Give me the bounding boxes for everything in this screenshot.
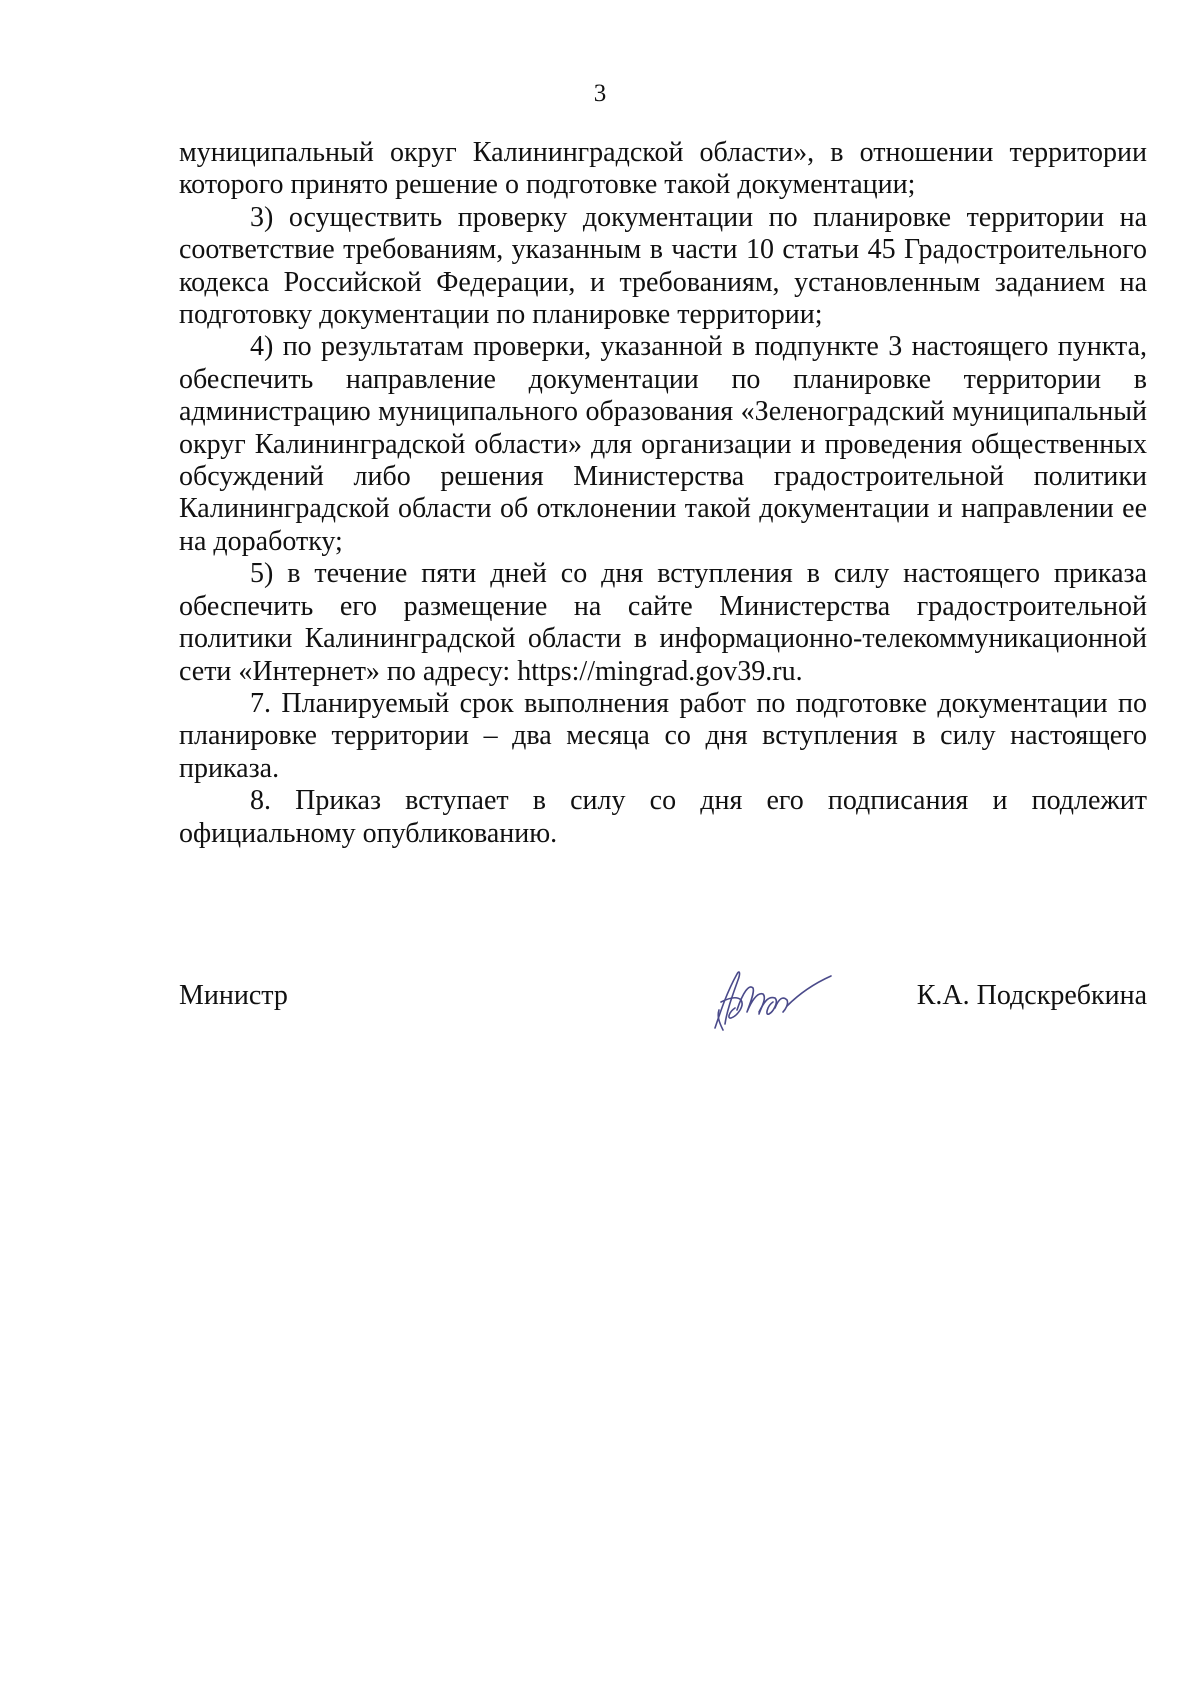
paragraph-item-7: 7. Планируемый срок выполнения работ по подготовке документации по планировке территории – два месяца со дня вступления в силу настоящего приказа. — [179, 687, 1147, 784]
paragraph-item-5: 5) в течение пяти дней со дня вступления в силу настоящего приказа обеспечить его размещение на сайте Министерства градостроительной политики Калининградской области в информационно-телекоммуникационной сети «Интернет» по адресу: https://mingrad.gov39.ru. — [179, 558, 1147, 687]
document-body — [179, 137, 1147, 850]
signatory-name: К.А. Подскребкина — [916, 980, 1147, 1011]
handwritten-signature — [707, 962, 837, 1034]
signature-block — [179, 978, 1147, 1038]
page-number: 3 — [593, 80, 607, 107]
paragraph-item-8: 8. Приказ вступает в силу со дня его подписания и подлежит официальному опубликованию. — [179, 785, 1147, 849]
signatory-title: Министр — [179, 980, 288, 1011]
paragraph-item-4: 4) по результатам проверки, указанной в подпункте 3 настоящего пункта, обеспечить направление документации по планировке территории в администрацию муниципального образования «Зеленоградский муниципальный округ Калининградской области» для организации и проведения общественных обсуждений либо решения Министерства градостроительной политики Калининградской области об отклонении такой документации и направлении ее на доработку; — [179, 331, 1147, 557]
paragraph-continuation: муниципальный округ Калининградской области», в отношении территории которого принято решение о подготовке такой документации; — [179, 137, 1147, 201]
paragraph-item-3: 3) осуществить проверку документации по планировке территории на соответствие требованиям, указанным в части 10 статьи 45 Градостроительного кодекса Российской Федерации, и требованиям, установленным заданием на подготовку документации по планировке территории; — [179, 201, 1147, 331]
